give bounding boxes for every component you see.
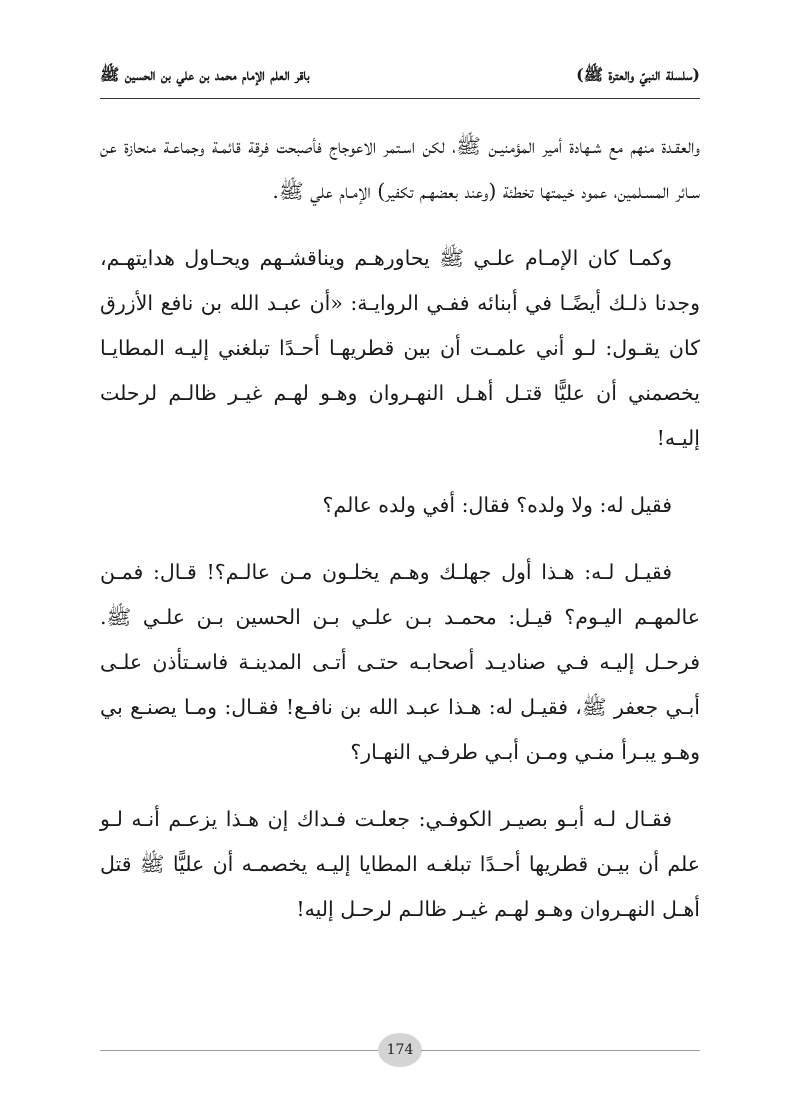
- footer-line-left: [100, 1050, 379, 1051]
- paragraph: والعقـدة منهم مع شـهادة أمير المؤمنيـن ﷺ، لكن اسـتمر الاعوجاج فأصبحت فرقة قائمـة وجماعـة منحازة عن سـائر المسـلمين، عمود خيمتها تخطئة (وعند بعضهـم تكفير) الإمـام علي ﷺ.: [100, 134, 700, 203]
- footer-line-right: [421, 1050, 700, 1051]
- page-header: [100, 62, 700, 90]
- book-title: باقر العلم الإمام محمد بن علي بن الحسين ﷺ: [100, 64, 310, 84]
- page-number-badge: [378, 1033, 422, 1067]
- page-number: 174: [386, 1042, 414, 1058]
- paragraph: وكمـا كان الإمـام علـي ﷺ يحاورهـم ويناقشـهم ويحـاول هدايتهـم، وجدنا ذلـك أيضًـا في أبنائه ففـي الروايـة: «أن عبـد الله بن نافع الأزرق كان يقـول: لـو أني علمـت أن بين قطريهـا أحـدًا تبلغني إليـه المطايـا يخصمني أن عليًّا قتـل أهـل النهـروان وهـو لهـم غيـر ظالـم لرحلت إليـه!: [100, 246, 700, 450]
- paragraph: فقـال لـه أبـو بصيـر الكوفـي: جعلـت فـداك إن هـذا يزعـم أنـه لـو علم أن بيـن قطريها أحـدًا تبلغـه المطايا إليـه يخصمـه أن عليًّا ﷺ قتل أهـل النهـروان وهـو لهـم غيـر ظالـم لرحـل إليه!: [100, 807, 700, 921]
- paragraph: فقيل له: ولا ولده؟ فقال: أفي ولده عالم؟: [322, 493, 672, 517]
- page-footer: [100, 1032, 700, 1068]
- page-body: [100, 124, 700, 954]
- header-divider: [100, 98, 700, 99]
- paragraph: فقيـل لـه: هـذا أول جهلـك وهـم يخلـون مـن عالـم؟! قـال: فمـن عالمهـم اليـوم؟ قيـل: محمـد بـن علـي بـن الحسين بـن علـي ﷺ. فرحـل إليـه فـي صناديـد أصحابـه حتـى أتـى المدينـة فاسـتأذن علـى أبـي جعفر ﷺ، فقيـل له: هـذا عبـد الله بن نافـع! فقـال: ومـا يصنـع بي وهـو يبـرأ منـي ومـن أبـي طرفـي النهـار؟: [100, 560, 700, 764]
- series-title: (سلسلة النبيّ والعترة ﷺ): [576, 64, 700, 84]
